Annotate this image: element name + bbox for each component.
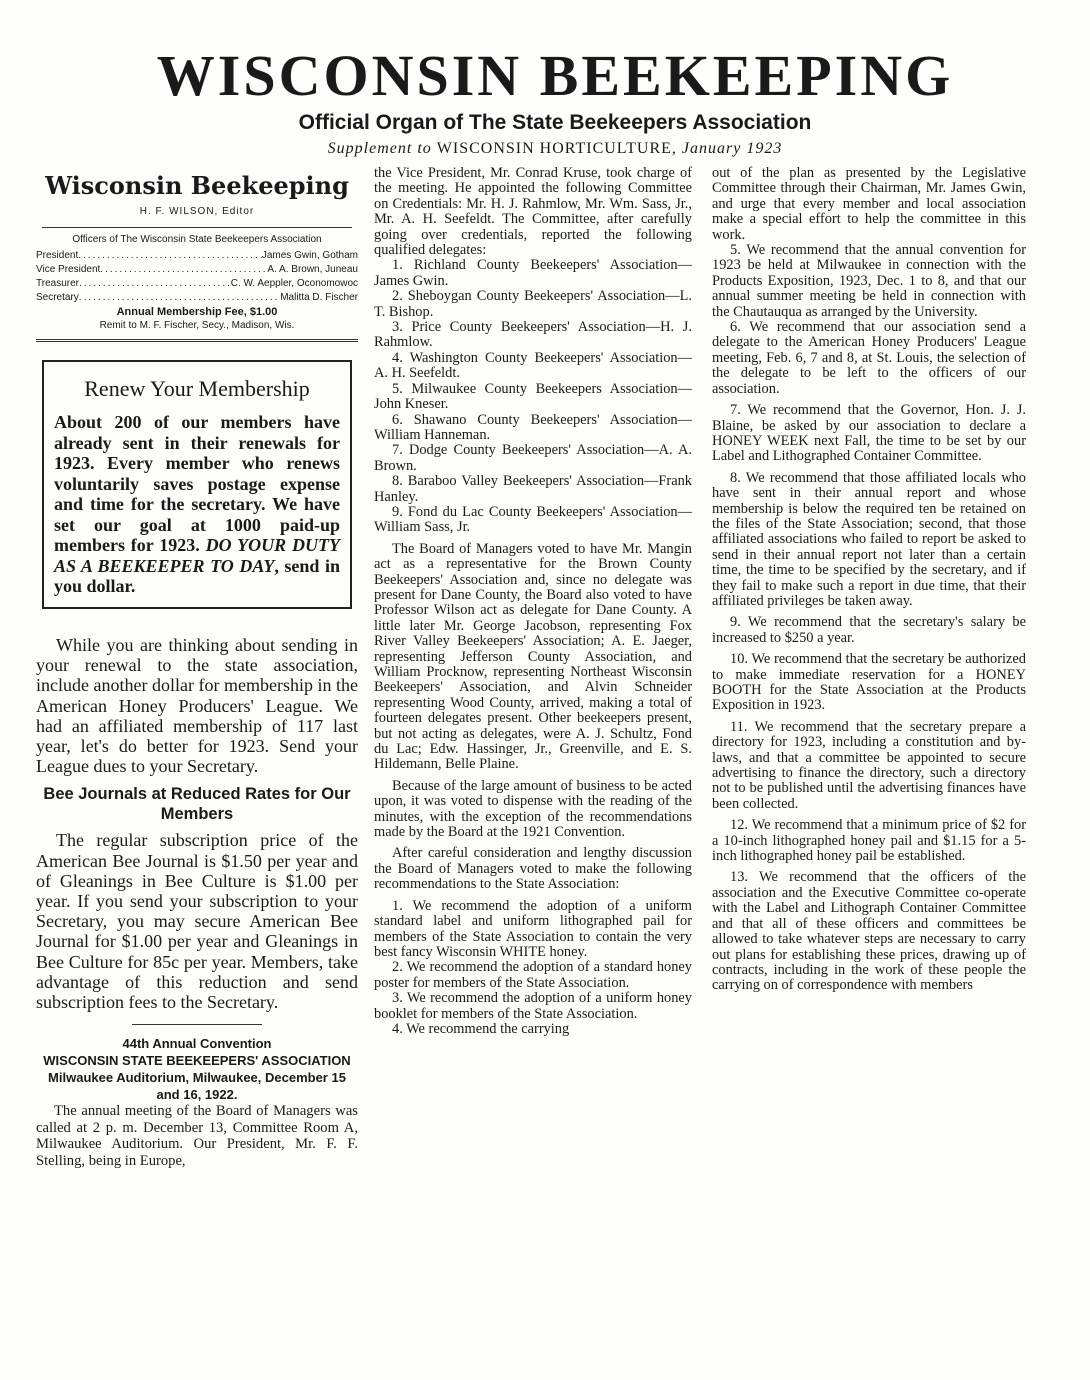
delegate-item: 3. Price County Beekeepers' Association—H. J. Rahmlow. [374, 319, 692, 351]
delegate-item: 5. Milwaukee County Beekeepers Association—John Kneser. [374, 380, 692, 413]
masthead [0, 44, 1090, 160]
convention-intro: The annual meeting of the Board of Managers was called at 2 p. m. December 13, Committee Room A, Milwaukee Auditorium. Our President, Mr. F. F. Stelling, being in Europe, [36, 1103, 358, 1169]
paragraph: The Board of Managers voted to have Mr. Mangin act as a representative for the Brown County Beekeepers' Association and, since no delegate was present for Dane County, the Board also voted to have Professor Wilson act as delegate for Dane County. A little later Mr. George Jacobson, representing Fox River Valley Beekeepers' Association; A. E. Jaeger, representing Jefferson County Association, and William Procknow, representing Northeast Wisconsin Beekeepers' Association, and Alvin Schneider representing Wood County, arrived, making a total of fourteen delegates present. Other beekeepers present, but not acting as delegates, were A. J. Schultz, Fond du Lac; Edw. Hassinger, Jr., Greenville, and E. S. Hildemann, Belle Plaine. [374, 540, 692, 773]
league-paragraph: While you are thinking about sending in your renewal to the state association, include another dollar for membership in the American Honey Producers' League. We had an affiliated membership of 117 last year, let's do better for 1923. Send your League dues to your Secretary. [36, 634, 358, 777]
publication-subtitle: Official Organ of The State Beekeepers Association [298, 111, 812, 134]
league-article [36, 635, 358, 1012]
renew-box-body [54, 412, 340, 597]
delegate-item: 2. Sheboygan County Beekeepers' Association—L. T. Bishop. [374, 288, 692, 320]
editor-line: H. F. WILSON, Editor [139, 206, 255, 217]
nameplate-title: Wisconsin Beekeeping [45, 171, 349, 200]
nameplate [36, 172, 358, 342]
remit-line: Remit to M. F. Fischer, Secy., Madison, Wis. [99, 320, 295, 332]
officer-name: James Gwin, Gotham [261, 250, 358, 262]
supplement-line [20, 138, 1090, 160]
renew-box-title: Renew Your Membership [84, 376, 310, 402]
nameplate-double-rule [36, 339, 358, 342]
recommendation-item: 12. We recommend that a minimum price of $2 for a 10-inch lithographed honey pail and $1.15 for a 5-inch lithographed honey pail be established. [712, 817, 1026, 865]
officers-list [36, 249, 358, 305]
leader-dots [79, 277, 231, 291]
renew-box-text: About 200 of our members have already sent in their renewals for 1923. Every member who renews voluntarily saves postage expense and time for the secretary. We have set our goal at 1000 paid-up members for 1923. [54, 412, 340, 556]
officer-name: Malitta D. Fischer [280, 292, 358, 304]
delegate-item: 1. Richland County Beekeepers' Association—James Gwin. [374, 257, 692, 289]
officer-name: A. A. Brown, Juneau [267, 264, 358, 276]
recommendation-item: 9. We recommend that the secretary's salary be increased to $250 a year. [712, 614, 1026, 646]
officer-row [36, 277, 358, 291]
delegate-item: 4. Washington County Beekeepers' Association—A. H. Seefeldt. [374, 349, 692, 382]
recommendation-item: 13. We recommend that the officers of the association and the Executive Committee co-operate with the Label and Lithograph Container Committee and that all of these officers and committees be allowed to take whatever steps are necessary to carry out plans for establishing these prices, drawing up of contracts, including in the work of these people the carrying on of correspondence with members [712, 869, 1026, 994]
recommendation-item: 11. We recommend that the secretary prepare a directory for 1923, including a constitution and by-laws, and that a committee be appointed to secure advertising to finance the directory, such a directory not to be published until the advertising finances have been collected. [712, 718, 1026, 812]
membership-fee: Annual Membership Fee, $1.00 [116, 306, 278, 319]
recommendation-item: 10. We recommend that the secretary be authorized to make immediate reservation for a HONEY BOOTH for the State Association at the Products Exposition in 1923. [712, 651, 1026, 714]
convention-article [36, 1035, 358, 1169]
paragraph: the Vice President, Mr. Conrad Kruse, took charge of the meeting. He appointed the following Committee on Credentials: Mr. H. J. Rahmlow, Mr. Wm. Sass, Jr., Mr. A. H. Seefeldt. The Committee, after carefully going over credentials, reported the following qualified delegates: [374, 165, 692, 259]
leader-dots [100, 263, 267, 277]
recommendation-item: 4. We recommend the carrying [392, 1020, 570, 1037]
officer-role: President [36, 250, 79, 262]
column-middle [374, 166, 692, 1037]
recommendation-item: 6. We recommend that our association send a delegate to the American Honey Producers' League meeting, Feb. 6, 7 and 8, at St. Louis, the selection of the delegate to be left to the officers of our association. [712, 319, 1026, 397]
officer-role: Secretary [36, 292, 79, 304]
recommendation-item: 3. We recommend the adoption of a uniform honey booklet for members of the State Association. [374, 990, 692, 1022]
officer-role: Treasurer [36, 278, 79, 290]
renew-box-tail: , send in you dollar. [54, 555, 340, 597]
officer-row [36, 291, 358, 305]
convention-heading-2: WISCONSIN STATE BEEKEEPERS' ASSOCIATION [43, 1053, 351, 1069]
officer-row [36, 249, 358, 263]
column-left [36, 166, 358, 1170]
supplement-prefix: Supplement to [327, 140, 437, 157]
journals-paragraph: The regular subscription price of the American Bee Journal is $1.50 per year and of Gleanings in Bee Culture is $1.00 per year. If you send your subscription to your Secretary, you may secure American Bee Journal for $1.00 per year and Gleanings in Bee Culture for 85c per year. Members, take advantage of this reduction and send subscription fees to the Secretary. [36, 830, 358, 1012]
officer-name: C. W. Aeppler, Oconomowoc [230, 278, 358, 290]
journals-heading: Bee Journals at Reduced Rates for Our Members [43, 785, 351, 824]
supplement-main: WISCONSIN HORTICULTURE, [436, 140, 682, 157]
leader-dots [78, 249, 262, 263]
delegate-item: 9. Fond du Lac County Beekeepers' Association—William Sass, Jr. [374, 503, 692, 536]
delegate-item: 7. Dodge County Beekeepers' Association—A. A. Brown. [374, 442, 692, 474]
paragraph: Because of the large amount of business to be acted upon, it was voted to dispense with the reading of the minutes, with the exception of the recommendations made by the Board at the 1921 Convention. [374, 777, 692, 841]
recommendation-item: 1. We recommend the adoption of a uniform standard label and uniform lithographed pail for members of the State Association to contain the very best fancy Wisconsin WHITE honey. [374, 897, 692, 960]
paragraph: After careful consideration and lengthy discussion the Board of Managers voted to make the following recommendations to the State Association: [374, 845, 692, 893]
convention-heading-3: Milwaukee Auditorium, Milwaukee, December 15 and 16, 1922. [48, 1070, 346, 1103]
officer-role: Vice President [36, 264, 101, 276]
recommendation-item: 5. We recommend that the annual convention for 1923 be held at Milwaukee in connection with the Products Exposition, 1923, Dec. 1 to 8, and that our annual summer meeting be held in connection with the Chautauqua as arranged by the University. [712, 242, 1026, 320]
delegate-item: 8. Baraboo Valley Beekeepers' Association—Frank Hanley. [374, 473, 692, 505]
convention-heading-1: 44th Annual Convention [122, 1036, 272, 1052]
supplement-date: January 1923 [681, 140, 783, 157]
column-right [712, 166, 1026, 994]
paragraph: out of the plan as presented by the Legislative Committee through their Chairman, Mr. James Gwin, and urge that every member and local association make a special effort to help the committee in this work. [712, 165, 1026, 243]
officer-row [36, 263, 358, 277]
leader-dots [79, 291, 280, 305]
publication-title: WISCONSIN BEEKEEPING [156, 43, 954, 108]
recommendation-item: 8. We recommend that those affiliated locals who have sent in their annual report and whose membership is below the required ten be retained on the files of the State Association; second, that those affiliated associations who failed to report be asked to send in their annual report not later than a certain time, the time to be specified by the secretary, and if they fail to make such a report in due time, that their affiliated privileges be taken away. [712, 469, 1026, 609]
section-divider [132, 1024, 262, 1025]
recommendation-item: 2. We recommend the adoption of a standard honey poster for members of the State Association. [374, 959, 692, 991]
nameplate-divider [42, 227, 352, 228]
officers-heading: Officers of The Wisconsin State Beekeepers Association [72, 234, 322, 246]
renew-box-emphasis: DO YOUR DUTY AS A BEEKEEPER TO DAY [54, 535, 340, 576]
recommendation-item: 7. We recommend that the Governor, Hon. J. J. Blaine, be asked by our association to declare a HONEY WEEK next Fall, the time to be set by our Label and Lithographed Container Committee. [712, 402, 1026, 465]
delegate-item: 6. Shawano County Beekeepers' Association—William Hanneman. [374, 411, 692, 443]
renew-membership-box [42, 360, 352, 609]
